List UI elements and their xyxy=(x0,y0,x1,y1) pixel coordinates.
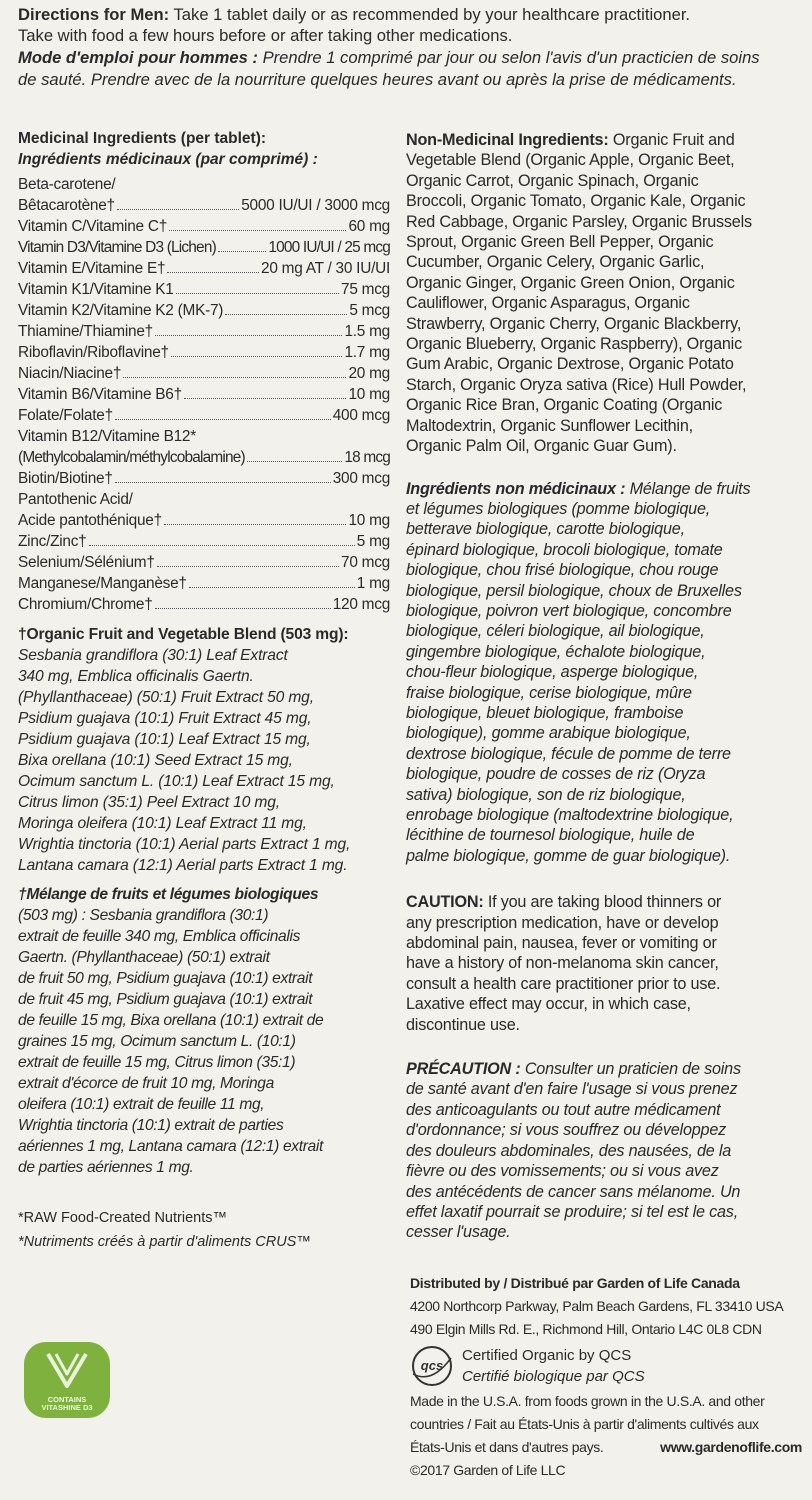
ingredient-row xyxy=(18,321,390,342)
caution-fr-line: des antécédents de cancer sans mélanome. Un xyxy=(406,1182,741,1201)
made-line2: countries / Fait au États-Unis à partir d'aliments cultivés aux xyxy=(410,1415,759,1432)
blend-en-line: Psidium guajava (10:1) Fruit Extract 45 mg, xyxy=(18,710,312,727)
blend-en xyxy=(18,624,390,876)
directions-en-label: Directions for Men: xyxy=(18,5,170,24)
ingredient-amount: 5000 IU/UI / 3000 mcg xyxy=(241,197,390,214)
dot-leader xyxy=(89,545,355,546)
non-medicinal-en-line: Organic Ginger, Organic Green Onion, Organic xyxy=(406,273,735,292)
ingredient-amount: 60 mg xyxy=(348,218,390,235)
non-medicinal-fr-line: biologique), gomme arabique biologique, xyxy=(406,724,691,743)
caution-en-line: consult a health care practitioner prior to use. xyxy=(406,974,721,993)
made-in xyxy=(410,1390,802,1460)
ingredient-name: Pantothenic Acid/ xyxy=(18,491,133,508)
ingredient-amount: 1000 IU/UI / 25 mcg xyxy=(268,239,390,256)
ingredient-amount: 400 mcg xyxy=(332,407,390,424)
non-medicinal-en-line: Organic Rice Bran, Organic Coating (Organic xyxy=(406,396,723,415)
ingredient-name: Thiamine/Thiamine† xyxy=(18,323,153,340)
blend-fr-line: de fruit 50 mg, Psidium guajava (10:1) extrait xyxy=(18,970,313,987)
left-column xyxy=(18,128,390,1254)
caution-fr-line: cesser l'usage. xyxy=(406,1223,511,1242)
address-canada: 490 Elgin Mills Rd. E., Richmond Hill, Ontario L4C 0L8 CDN xyxy=(410,1321,762,1338)
ingredient-row xyxy=(18,300,390,321)
caution-en-line: abdominal pain, nausea, fever or vomiting or xyxy=(406,934,717,953)
caution-en-line: any prescription medication, have or develop xyxy=(406,913,719,932)
directions-section xyxy=(18,4,804,90)
blend-fr xyxy=(18,884,390,1178)
non-medicinal-fr-line: chou-fleur biologique, asperge biologique, xyxy=(406,663,699,682)
ingredient-amount: 5 mg xyxy=(356,533,390,550)
caution-fr xyxy=(406,1059,804,1243)
dot-leader xyxy=(155,335,343,336)
non-medicinal-en-label: Non-Medicinal Ingredients: xyxy=(406,131,609,149)
non-medicinal-en-text: Organic Fruit and xyxy=(608,131,735,149)
blend-fr-line: Wrightia tinctoria (10:1) extrait de parties xyxy=(18,1117,284,1134)
svg-text:qcs: qcs xyxy=(420,1357,444,1373)
non-medicinal-fr-line: dextrose biologique, fécule de pomme de terre xyxy=(406,744,731,763)
ingredient-amount: 10 mg xyxy=(348,386,390,403)
blend-fr-line: de feuille 15 mg, Bixa orellana (10:1) extrait de xyxy=(18,1012,324,1029)
blend-fr-line: de fruit 45 mg, Psidium guajava (10:1) extrait xyxy=(18,991,313,1008)
ingredient-row xyxy=(18,489,390,510)
ingredient-amount: 1.5 mg xyxy=(344,323,390,340)
dot-leader xyxy=(115,482,331,483)
blend-en-line: Psidium guajava (10:1) Leaf Extract 15 mg, xyxy=(18,731,311,748)
non-medicinal-fr-line: biologique, persil biologique, choux de Bruxelles xyxy=(406,581,742,600)
ingredient-name: Chromium/Chrome† xyxy=(18,596,153,613)
ingredient-amount: 300 mcg xyxy=(332,470,390,487)
ingredient-row xyxy=(18,447,390,468)
ingredient-name: Folate/Folate† xyxy=(18,407,113,424)
badge-line2: VITASHINE D3 xyxy=(41,1403,93,1412)
blend-en-line: Citrus limon (35:1) Peel Extract 10 mg, xyxy=(18,794,280,811)
non-medicinal-en-line: Red Cabbage, Organic Parsley, Organic Brussels xyxy=(406,212,752,231)
non-medicinal-en-line: Maltodextrin, Organic Sunflower Lecithin, xyxy=(406,416,693,435)
copyright: ©2017 Garden of Life LLC xyxy=(410,1462,566,1479)
ingredient-row xyxy=(18,594,390,615)
ingredient-amount: 120 mcg xyxy=(332,596,390,613)
dot-leader xyxy=(189,587,355,588)
dot-leader xyxy=(218,251,266,252)
dot-leader xyxy=(184,398,347,399)
caution-en-line: have a history of non-melanoma skin cancer, xyxy=(406,954,719,973)
non-medicinal-fr-line: biologique, bleuet biologique, framboise xyxy=(406,703,684,722)
blend-fr-line: (503 mg) : Sesbania grandiflora (30:1) xyxy=(18,907,269,924)
non-medicinal-fr xyxy=(406,479,804,867)
caution-fr-line: effet laxatif pourrait se produire; si tel est le cas, xyxy=(406,1202,738,1221)
made-line3-text: États-Unis et dans d'autres pays. xyxy=(410,1439,604,1456)
ingredient-name: Vitamin K1/Vitamine K1 xyxy=(18,281,174,298)
certification-text xyxy=(462,1345,645,1387)
blend-en-line: (Phyllanthaceae) (50:1) Fruit Extract 50 mg, xyxy=(18,689,314,706)
footnote xyxy=(18,1206,318,1254)
blend-en-line: Bixa orellana (10:1) Seed Extract 15 mg, xyxy=(18,752,293,769)
non-medicinal-fr-line: biologique, chou frisé biologique, chou rouge xyxy=(406,561,719,580)
address-usa: 4200 Northcorp Parkway, Palm Beach Gardens, FL 33410 USA xyxy=(410,1298,784,1315)
ingredient-amount: 20 mg AT / 30 IU/UI xyxy=(261,260,390,277)
non-medicinal-en-line: Organic Blueberry, Organic Raspberry), Organic xyxy=(406,335,742,354)
blend-fr-line: graines 15 mg, Ocimum sanctum L. (10:1) xyxy=(18,1033,296,1050)
ingredient-name: Vitamin B12/Vitamine B12* xyxy=(18,428,196,445)
directions-fr-label: Mode d'emploi pour hommes : xyxy=(18,48,258,67)
ingredient-row xyxy=(18,405,390,426)
qcs-logo-icon xyxy=(410,1344,454,1388)
dot-leader xyxy=(225,314,347,315)
blend-en-line: Lantana camara (12:1) Aerial parts Extract 1 mg. xyxy=(18,857,348,874)
dot-leader xyxy=(169,230,346,231)
dot-leader xyxy=(167,272,259,273)
dot-leader xyxy=(171,356,343,357)
ingredient-row xyxy=(18,342,390,363)
non-medicinal-fr-line xyxy=(406,479,804,499)
non-medicinal-en-line: Gum Arabic, Organic Dextrose, Organic Potato xyxy=(406,355,734,374)
blend-en-line: Moringa oleifera (10:1) Leaf Extract 11 mg, xyxy=(18,815,307,832)
ingredient-name: Bêtacarotène† xyxy=(18,197,115,214)
blend-fr-line: †Mélange de fruits et légumes biologiques xyxy=(18,886,319,903)
blend-en-line: Wrightia tinctoria (10:1) Aerial parts Extract 1 mg, xyxy=(18,836,351,853)
ingredient-amount: 5 mcg xyxy=(349,302,390,319)
blend-en-line: Sesbania grandiflora (30:1) Leaf Extract xyxy=(18,647,288,664)
ingredient-name: (Methylcobalamin/méthylcobalamine) xyxy=(18,449,245,466)
ingredient-row xyxy=(18,552,390,573)
blend-fr-line: de parties aériennes 1 mg. xyxy=(18,1159,194,1176)
ingredient-row xyxy=(18,174,390,195)
non-medicinal-en-line: Vegetable Blend (Organic Apple, Organic Beet, xyxy=(406,151,735,170)
blend-en-title: †Organic Fruit and Vegetable Blend (503 mg): xyxy=(18,626,349,643)
ingredient-name: Vitamin B6/Vitamine B6† xyxy=(18,386,182,403)
badge-line1: CONTAINS xyxy=(47,1395,87,1404)
non-medicinal-en-line: Organic Carrot, Organic Spinach, Organic xyxy=(406,171,699,190)
ingredient-name: Niacin/Niacine† xyxy=(18,365,122,382)
non-medicinal-en-line: Sprout, Organic Green Bell Pepper, Organic xyxy=(406,233,714,252)
dot-leader xyxy=(123,377,346,378)
ingredient-row xyxy=(18,531,390,552)
made-line3 xyxy=(410,1436,802,1459)
caution-fr-line: des douleurs abdominales, des nausées, de la xyxy=(406,1141,732,1160)
directions-fr xyxy=(18,47,804,68)
blend-fr-line: oleifera (10:1) extrait de feuille 11 mg, xyxy=(18,1096,265,1113)
directions-fr-text: Prendre 1 comprimé par jour ou selon l'avis d'un practicien de soins xyxy=(257,48,760,67)
dot-leader xyxy=(115,419,331,420)
right-column xyxy=(406,130,804,1243)
non-medicinal-fr-text: Mélange de fruits xyxy=(625,479,751,498)
non-medicinal-en-line xyxy=(406,130,804,150)
caution-fr-line: d'ordonnance; si vous souffrez ou développez xyxy=(406,1121,727,1140)
footnote-fr: *Nutriments créés à partir d'aliments CRUS™ xyxy=(18,1234,311,1250)
directions-fr-line2: de sauté. Prendre avec de la nourriture quelques heures avant ou après la prise de médicaments. xyxy=(18,70,737,89)
ingredient-row xyxy=(18,426,390,447)
non-medicinal-fr-line: biologique, poudre de cosses de riz (Oryza xyxy=(406,765,706,784)
dot-leader xyxy=(247,461,342,462)
non-medicinal-en-line: Cauliflower, Organic Asparagus, Organic xyxy=(406,294,690,313)
caution-en-line: discontinue use. xyxy=(406,1015,520,1034)
non-medicinal-fr-line: épinard biologique, brocoli biologique, tomate xyxy=(406,540,723,559)
non-medicinal-fr-line: fraise biologique, cerise biologique, mûre xyxy=(406,683,692,702)
ingredient-row xyxy=(18,216,390,237)
ingredient-amount: 20 mg xyxy=(348,365,390,382)
non-medicinal-fr-line: lécithine de tournesol biologique, huile de xyxy=(406,826,695,845)
ingredient-row xyxy=(18,195,390,216)
non-medicinal-fr-line: enrobage biologique (maltodextrine biologique, xyxy=(406,806,734,824)
blend-en-line: Ocimum sanctum L. (10:1) Leaf Extract 15 mg, xyxy=(18,773,335,790)
distributor-section xyxy=(410,1272,802,1482)
vitashine-badge xyxy=(24,1342,110,1418)
ingredient-name: Biotin/Biotine† xyxy=(18,470,113,487)
ingredient-amount: 70 mcg xyxy=(341,554,390,571)
medicinal-ingredients-list xyxy=(18,174,390,615)
dot-leader xyxy=(155,608,331,609)
certified-fr: Certifié biologique par QCS xyxy=(462,1367,645,1385)
directions-en xyxy=(18,4,804,25)
directions-en-line2: Take with food a few hours before or after taking other medications. xyxy=(18,26,513,45)
medicinal-heading-en: Medicinal Ingredients (per tablet): xyxy=(18,130,267,147)
ingredient-row xyxy=(18,237,390,258)
ingredient-row xyxy=(18,279,390,300)
caution-en xyxy=(406,892,804,1035)
ingredient-name: Selenium/Sélénium† xyxy=(18,554,155,571)
blend-fr-line: aériennes 1 mg, Lantana camara (12:1) extrait xyxy=(18,1138,323,1155)
ingredient-name: Vitamin D3/Vitamine D3 (Lichen) xyxy=(18,239,216,256)
non-medicinal-fr-line: palme biologique, gomme de guar biologique). xyxy=(406,846,731,865)
ingredient-row xyxy=(18,573,390,594)
non-medicinal-fr-line: sativa) biologique, son de riz biologique, xyxy=(406,785,686,804)
caution-fr-line xyxy=(406,1059,804,1079)
ingredient-amount: 75 mcg xyxy=(341,281,390,298)
ingredient-name: Vitamin C/Vitamine C† xyxy=(18,218,168,235)
caution-en-text: If you are taking blood thinners or xyxy=(483,893,722,912)
non-medicinal-en-line: Broccoli, Organic Tomato, Organic Kale, Organic xyxy=(406,192,746,211)
medicinal-heading-fr: Ingrédients médicinaux (par comprimé) : xyxy=(18,151,318,168)
non-medicinal-en-line: Cucumber, Organic Celery, Organic Garlic, xyxy=(406,253,705,272)
non-medicinal-en xyxy=(406,130,804,457)
blend-fr-line: Gaertn. (Phyllanthaceae) (50:1) extrait xyxy=(18,949,270,966)
caution-en-line xyxy=(406,892,804,912)
caution-fr-line: fièvre ou des vomissements; ou si vous avez xyxy=(406,1162,719,1181)
non-medicinal-fr-line: biologique, poivron vert biologique, concombre xyxy=(406,601,732,620)
non-medicinal-fr-label: Ingrédients non médicinaux : xyxy=(406,479,626,498)
caution-en-line: Laxative effect may occur, in which case, xyxy=(406,995,691,1014)
blend-en-line: 340 mg, Emblica officinalis Gaertn. xyxy=(18,668,254,685)
blend-fr-line: extrait de feuille 15 mg, Citrus limon (35:1) xyxy=(18,1054,296,1071)
dot-leader xyxy=(117,209,239,210)
ingredient-row xyxy=(18,363,390,384)
made-line1: Made in the U.S.A. from foods grown in the U.S.A. and other xyxy=(410,1392,765,1409)
non-medicinal-fr-line: gingembre biologique, échalote biologique, xyxy=(406,642,706,661)
caution-fr-line: de santé avant d'en faire l'usage si vous prenez xyxy=(406,1080,738,1099)
website-link[interactable]: www.gardenoflife.com xyxy=(660,1439,802,1456)
ingredient-name: Beta-carotene/ xyxy=(18,176,116,193)
ingredient-amount: 10 mg xyxy=(348,512,390,529)
directions-en-text: Take 1 tablet daily or as recommended by your healthcare practitioner. xyxy=(169,5,691,24)
certified-en: Certified Organic by QCS xyxy=(462,1346,632,1364)
vitashine-leaf-icon xyxy=(42,1350,92,1392)
ingredient-row xyxy=(18,384,390,405)
ingredient-name: Vitamin E/Vitamine E† xyxy=(18,260,166,277)
caution-fr-text: Consulter un praticien de soins xyxy=(520,1060,741,1079)
non-medicinal-en-line: Strawberry, Organic Cherry, Organic Blackberry, xyxy=(406,314,742,333)
ingredient-row xyxy=(18,258,390,279)
ingredient-name: Manganese/Manganèse† xyxy=(18,575,187,592)
dot-leader xyxy=(176,293,339,294)
non-medicinal-fr-line: biologique, céleri biologique, ail biologique, xyxy=(406,622,705,641)
dot-leader xyxy=(164,524,347,525)
ingredient-amount: 1 mg xyxy=(356,575,390,592)
ingredient-row xyxy=(18,510,390,531)
non-medicinal-en-line: Organic Palm Oil, Organic Guar Gum). xyxy=(406,437,677,456)
distributor-heading: Distributed by / Distribué par Garden of Life Canada xyxy=(410,1275,740,1291)
non-medicinal-fr-line: et légumes biologiques (pomme biologique, xyxy=(406,499,711,518)
ingredient-name: Riboflavin/Riboflavine† xyxy=(18,344,169,361)
ingredient-name: Acide pantothénique† xyxy=(18,512,162,529)
certification-row xyxy=(410,1344,802,1388)
caution-en-label: CAUTION: xyxy=(406,893,484,912)
caution-fr-label: PRÉCAUTION : xyxy=(406,1060,521,1079)
ingredient-row xyxy=(18,468,390,489)
ingredient-name: Vitamin K2/Vitamine K2 (MK-7) xyxy=(18,302,224,319)
caution-fr-line: des anticoagulants ou tout autre médicament xyxy=(406,1100,721,1119)
ingredient-amount: 18 mcg xyxy=(344,449,390,466)
dot-leader xyxy=(157,566,339,567)
non-medicinal-fr-line: betterave biologique, carotte biologique, xyxy=(406,520,685,539)
ingredient-amount: 1.7 mg xyxy=(344,344,390,361)
footnote-en: *RAW Food-Created Nutrients™ xyxy=(18,1210,227,1226)
non-medicinal-en-line: Starch, Organic Oryza sativa (Rice) Hull Powder, xyxy=(406,375,747,394)
ingredient-name: Zinc/Zinc† xyxy=(18,533,87,550)
blend-fr-line: extrait d'écorce de fruit 10 mg, Moringa xyxy=(18,1075,274,1092)
blend-fr-line: extrait de feuille 340 mg, Emblica officinalis xyxy=(18,928,301,945)
